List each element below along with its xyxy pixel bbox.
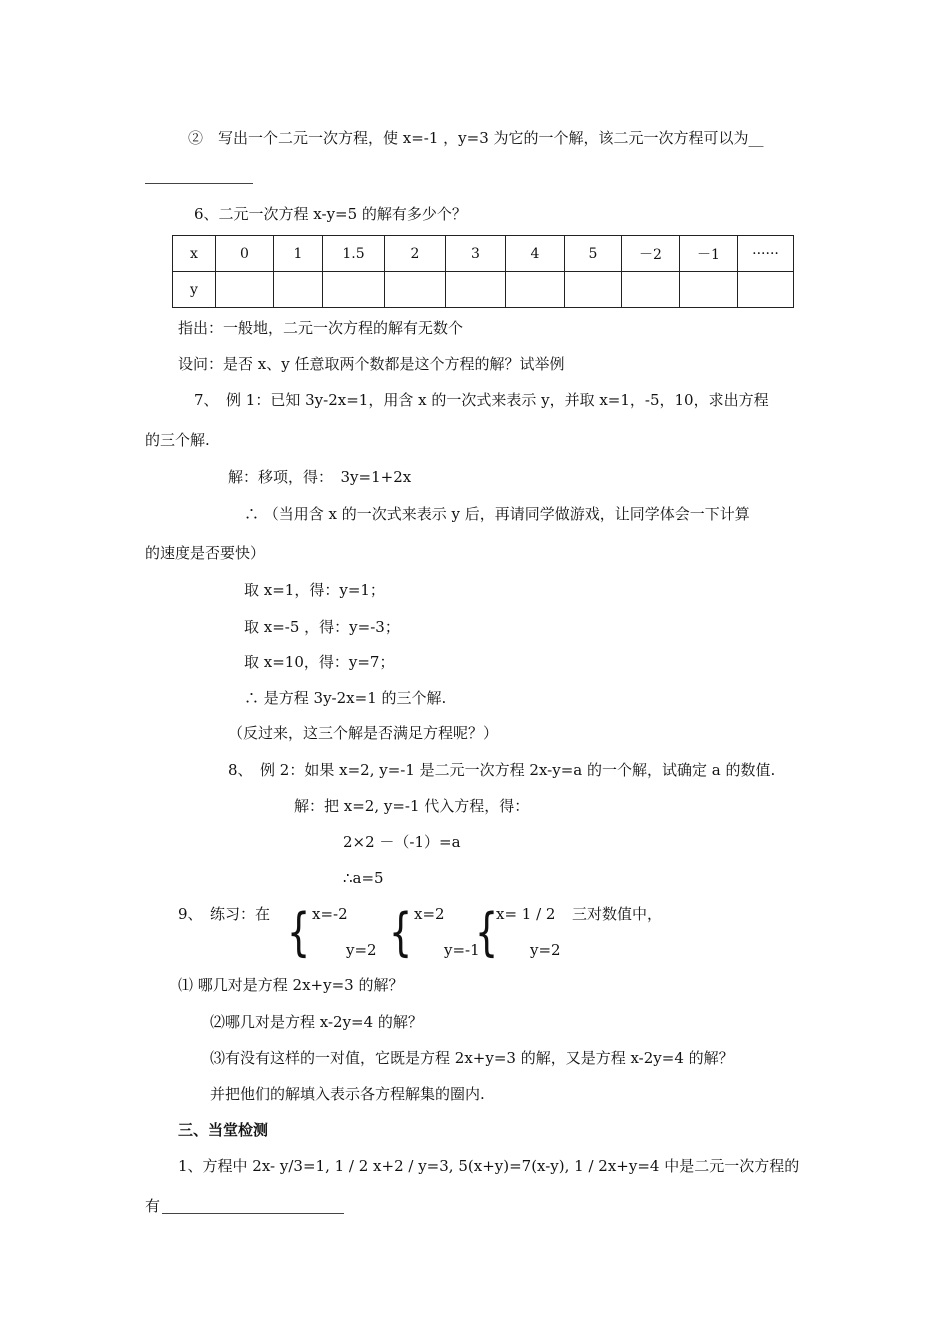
table-cell: －1	[680, 236, 738, 272]
q9-sub-4: 并把他们的解填入表示各方程解集的圈内.	[210, 1085, 485, 1103]
table-cell	[680, 272, 738, 308]
left-brace-icon: {	[388, 903, 413, 963]
item-circle-2: ② 写出一个二元一次方程，使 x=-1 ，y=3 为它的一个解，该二元一次方程可以为__	[188, 129, 764, 147]
question-6: 6、二元一次方程 x-y=5 的解有多少个？	[194, 205, 467, 223]
pair-2-y: y=-1	[444, 941, 480, 959]
question-7-cont: 的三个解.	[145, 431, 210, 449]
table-cell	[323, 272, 385, 308]
q8-solution-2: 2×2 －（-1）=a	[343, 833, 461, 851]
table-cell	[565, 272, 622, 308]
q7-solution-3: 的速度是否要快）	[145, 544, 266, 562]
table-row-y	[173, 272, 794, 308]
table-cell	[274, 272, 323, 308]
question-7: 7、 例 1：已知 3y-2x=1，用含 x 的一次式来表示 y，并取 x=1，-5，10，求出方程	[194, 391, 769, 409]
table-cell	[446, 272, 506, 308]
table-cell: 5	[565, 236, 622, 272]
answer-blank	[162, 1213, 344, 1214]
q8-solution-1: 解：把 x=2, y=-1 代入方程，得：	[294, 797, 530, 815]
left-brace-icon: {	[474, 903, 499, 963]
left-brace-icon: {	[286, 903, 311, 963]
question-9-tail: 三对数值中，	[572, 905, 663, 923]
pair-3-x: x= 1 / 2	[496, 905, 556, 923]
pair-1-x: x=-2	[312, 905, 348, 923]
note-2: 设问：是否 x、y 任意取两个数都是这个方程的解？试举例	[178, 355, 565, 373]
q7-solution-1: 解：移项，得： 3y=1+2x	[228, 468, 412, 486]
check-question-1-cont: 有	[145, 1197, 161, 1215]
table-cell: －2	[622, 236, 680, 272]
check-question-1: 1、方程中 2x- y/3=1, 1 / 2 x+2 / y=3, 5(x+y)=7(x-y), 1 / 2x+y=4 中是二元一次方程的	[178, 1157, 800, 1175]
q9-sub-1: ⑴ 哪几对是方程 2x+y=3 的解？	[178, 976, 404, 994]
q7-take-2: 取 x=-5 ，得：y=-3；	[244, 618, 400, 636]
pair-1-y: y=2	[346, 941, 377, 959]
q7-solution-2: ∴ （当用含 x 的一次式来表示 y 后，再请同学做游戏，让同学体会一下计算	[244, 505, 750, 523]
pair-3-y: y=2	[530, 941, 561, 959]
table-cell: ······	[738, 236, 794, 272]
table-cell	[622, 272, 680, 308]
q9-sub-3: ⑶有没有这样的一对值，它既是方程 2x+y=3 的解，又是方程 x-2y=4 的解？	[210, 1049, 734, 1067]
solution-table	[172, 235, 794, 308]
table-cell: 0	[216, 236, 274, 272]
table-cell	[738, 272, 794, 308]
table-cell: y	[173, 272, 216, 308]
table-cell: x	[173, 236, 216, 272]
table-row-x	[173, 236, 794, 272]
table-cell: 1.5	[323, 236, 385, 272]
table-cell: 2	[385, 236, 446, 272]
q7-take-1: 取 x=1，得：y=1；	[244, 581, 385, 599]
q8-solution-3: ∴a=5	[343, 869, 384, 887]
question-9-label: 9、 练习：在	[178, 905, 271, 923]
table-cell: 3	[446, 236, 506, 272]
table-cell	[506, 272, 565, 308]
q7-conclusion: ∴ 是方程 3y-2x=1 的三个解.	[244, 689, 447, 707]
table-cell: 4	[506, 236, 565, 272]
answer-blank	[145, 183, 253, 184]
table-cell	[385, 272, 446, 308]
section-heading: 三、当堂检测	[178, 1121, 269, 1139]
q7-take-3: 取 x=10，得：y=7；	[244, 653, 395, 671]
q7-reverse: （反过来，这三个解是否满足方程呢？）	[228, 724, 499, 742]
q9-sub-2: ⑵哪几对是方程 x-2y=4 的解？	[210, 1013, 423, 1031]
pair-2-x: x=2	[414, 905, 445, 923]
table-cell	[216, 272, 274, 308]
question-8: 8、 例 2：如果 x=2, y=-1 是二元一次方程 2x-y=a 的一个解，试确定 a 的数值.	[228, 761, 776, 779]
table-cell: 1	[274, 236, 323, 272]
note-1: 指出：一般地，二元一次方程的解有无数个	[178, 319, 464, 337]
